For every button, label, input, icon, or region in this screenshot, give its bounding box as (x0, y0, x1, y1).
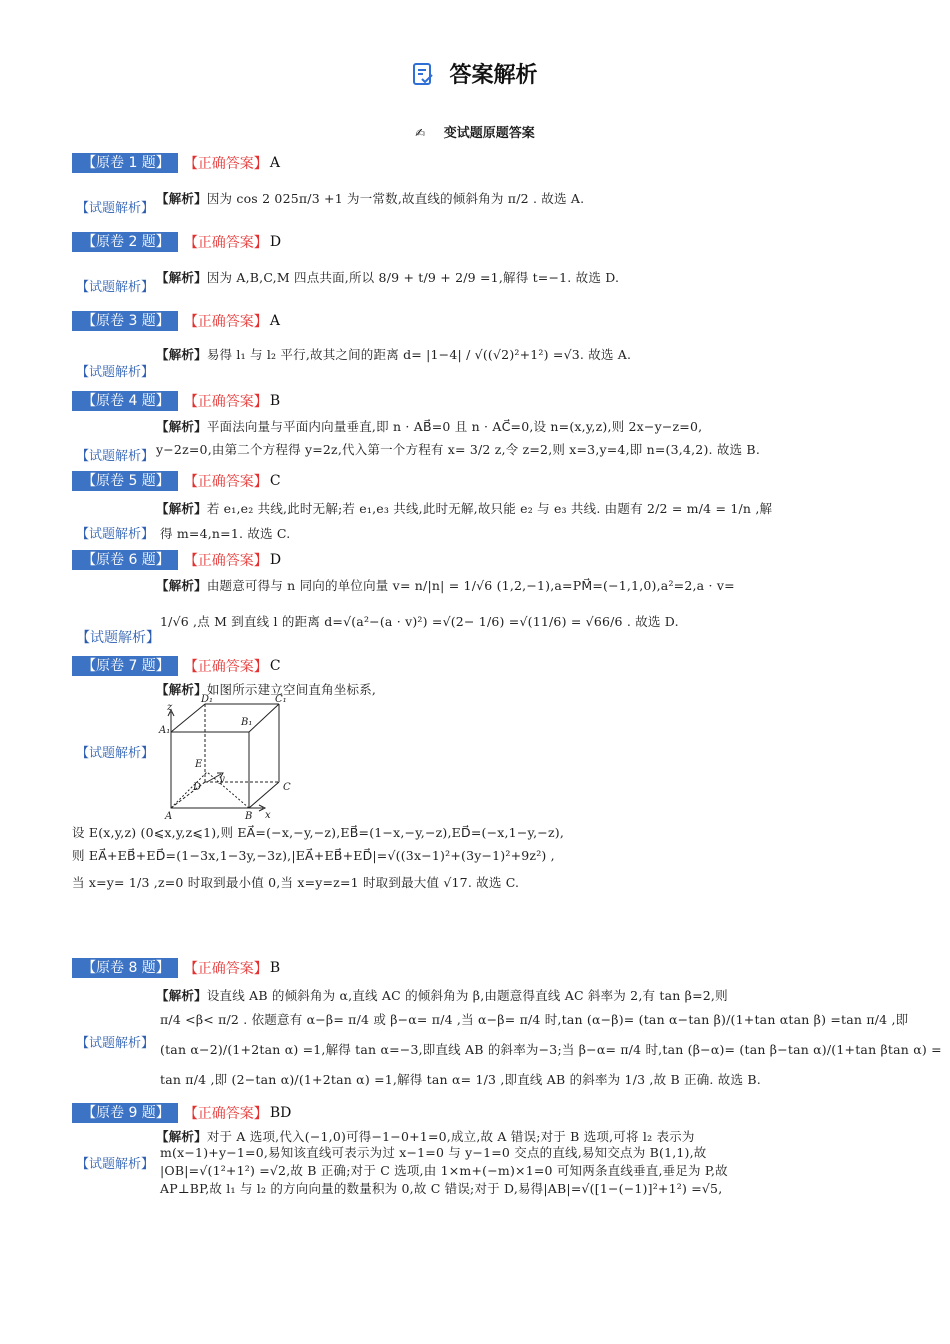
label-x: x (265, 810, 271, 820)
segment-ea (171, 772, 207, 808)
question-header-1 (72, 153, 280, 173)
correct-answer: D (269, 234, 282, 250)
label-b: B (245, 811, 253, 820)
cube-diagram (155, 694, 305, 820)
segment-eb (207, 772, 249, 808)
explanation-line: 【解析】若 e₁,e₂ 共线,此时无解;若 e₁,e₃ 共线,此时无解,故只能 e₂ 与 e₃ 共线. 由题有 2/2 = m/4 = 1/n ,解 (156, 501, 773, 516)
question-header-6 (72, 550, 281, 570)
explanation-tag: 【试题解析】 (76, 630, 160, 646)
question-header-7 (72, 656, 281, 676)
explanation-tag: 【试题解析】 (76, 1157, 155, 1172)
explanation-line: 【解析】平面法向量与平面内向量垂直,即 n · AB⃗=0 且 n · AC⃗=0,设 n=(x,y,z),则 2x−y−z=0, (156, 419, 703, 434)
correct-answer: BD (269, 1105, 292, 1121)
label-e: E (195, 759, 203, 770)
cube-edge (249, 704, 279, 732)
subtitle (0, 122, 950, 141)
correct-answer: D (269, 552, 282, 568)
explanation-line: 【解析】因为 A,B,C,M 四点共面,所以 8/9 + t/9 + 2/9 =1,解得 t=−1. 故选 D. (156, 270, 620, 285)
explanation-line: 【解析】易得 l₁ 与 l₂ 平行,故其之间的距离 d= |1−4| / √((√2)²+1²) =√3. 故选 A. (156, 347, 632, 362)
question-tag: 【原卷 3 题】 (72, 311, 178, 331)
explanation-line: 得 m=4,n=1. 故选 C. (160, 526, 291, 541)
label-a1: A₁ (159, 725, 171, 736)
label-z: z (167, 702, 173, 713)
explanation-line: π/4 <β< π/2 . 依题意有 α−β= π/4 或 β−α= π/4 ,当 α−β= π/4 时,tan (α−β)= (tan α−tan β)/(1+tan αtan β) =tan π/4 ,即 (160, 1012, 909, 1027)
correct-answer-label: 【正确答案】 (183, 659, 268, 675)
explanation-tag: 【试题解析】 (76, 746, 155, 761)
question-tag: 【原卷 7 题】 (72, 656, 178, 676)
explanation-line: y−2z=0,由第二个方程得 y=2z,代入第一个方程有 x= 3/2 z,令 z=2,则 x=3,y=4,即 n=(3,4,2). 故选 B. (156, 442, 760, 457)
explanation-line: 【解析】对于 A 选项,代入(−1,0)可得−1−0+1=0,成立,故 A 错误;对于 B 选项,可将 l₂ 表示为 (156, 1129, 695, 1144)
correct-answer: A (269, 155, 280, 171)
correct-answer-label: 【正确答案】 (183, 314, 268, 330)
cube-edge (249, 782, 279, 808)
correct-answer-label: 【正确答案】 (183, 235, 268, 251)
label-d: D (193, 782, 202, 793)
page-title (0, 58, 950, 89)
jiexi-label: 【解析】 (156, 191, 207, 206)
label-c1: C₁ (275, 694, 287, 705)
label-a: A (165, 811, 173, 820)
explanation-line: 【解析】因为 cos 2 025π/3 +1 为一常数,故直线的倾斜角为 π/2 . 故选 A. (156, 191, 585, 206)
explanation-line: 【解析】设直线 AB 的倾斜角为 α,直线 AC 的倾斜角为 β,由题意得直线 AC 斜率为 2,有 tan β=2,则 (156, 988, 728, 1003)
question-tag: 【原卷 9 题】 (72, 1103, 178, 1123)
label-y: y (219, 774, 225, 785)
correct-answer-label: 【正确答案】 (183, 553, 268, 569)
explanation-line: (tan α−2)/(1+2tan α) =1,解得 tan α=−3,即直线 AB 的斜率为−3;当 β−α= π/4 时,tan (β−α)= (tan β−tan α)/(1+tan βtan α) = (160, 1042, 942, 1057)
question-tag: 【原卷 5 题】 (72, 471, 178, 491)
explanation-line: m(x−1)+y−1=0,易知该直线可表示为过 x−1=0 与 y−1=0 交点的直线,易知交点为 B(1,1),故 (160, 1145, 707, 1160)
correct-answer-label: 【正确答案】 (183, 474, 268, 490)
pen-icon: ✍ (415, 126, 426, 140)
explanation-line: 1/√6 ,点 M 到直线 l 的距离 d=√(a²−(a · v)²) =√(2− 1/6) =√(11/6) = √66/6 . 故选 D. (160, 614, 679, 629)
correct-answer-label: 【正确答案】 (183, 394, 268, 410)
explanation-tag: 【试题解析】 (76, 1036, 155, 1051)
correct-answer-label: 【正确答案】 (183, 156, 268, 172)
explanation-line: 则 EA⃗+EB⃗+ED⃗=(1−3x,1−3y,−3z),|EA⃗+EB⃗+ED⃗|=√((3x−1)²+(3y−1)²+9z²) , (72, 848, 555, 863)
correct-answer: C (269, 658, 281, 674)
correct-answer-label: 【正确答案】 (183, 1106, 268, 1122)
explanation-tag: 【试题解析】 (76, 527, 155, 542)
question-tag: 【原卷 4 题】 (72, 391, 178, 411)
explanation-line: 设 E(x,y,z) (0⩽x,y,z⩽1),则 EA⃗=(−x,−y,−z),EB⃗=(1−x,−y,−z),ED⃗=(−x,1−y,−z), (72, 825, 564, 840)
question-header-4 (72, 391, 280, 411)
explanation-line: 【解析】如图所示建立空间直角坐标系, (156, 682, 377, 697)
question-header-5 (72, 471, 281, 491)
subtitle-text: 变试题原题答案 (443, 126, 535, 141)
label-d1: D₁ (201, 694, 214, 705)
explanation-line: 【解析】由题意可得与 n 同向的单位向量 v= n/|n| = 1/√6 (1,2,−1),a=PM⃗=(−1,1,0),a²=2,a · v= (156, 578, 735, 593)
explanation-tag: 【试题解析】 (76, 201, 155, 216)
correct-answer-label: 【正确答案】 (183, 961, 268, 977)
title-text: 答案解析 (449, 63, 538, 88)
explanation-tag: 【试题解析】 (76, 449, 155, 464)
correct-answer: B (269, 393, 281, 409)
question-header-2 (72, 232, 281, 252)
question-header-8 (72, 958, 280, 978)
correct-answer: A (269, 313, 280, 329)
explanation-line: tan π/4 ,即 (2−tan α)/(1+2tan α) =1,解得 tan α= 1/3 ,即直线 AB 的斜率为 1/3 ,故 B 正确. 故选 B. (160, 1072, 761, 1087)
correct-answer: C (269, 473, 281, 489)
question-tag: 【原卷 2 题】 (72, 232, 178, 252)
explanation-tag: 【试题解析】 (76, 365, 155, 380)
explanation-line: 当 x=y= 1/3 ,z=0 时取到最小值 0,当 x=y=z=1 时取到最大值 √17. 故选 C. (72, 875, 520, 890)
question-tag: 【原卷 1 题】 (72, 153, 178, 173)
correct-answer: B (269, 960, 281, 976)
question-tag: 【原卷 8 题】 (72, 958, 178, 978)
explanation-line: |OB|=√(1²+1²) =√2,故 B 正确;对于 C 选项,由 1×m+(−m)×1=0 可知两条直线垂直,垂足为 P,故 (160, 1163, 728, 1178)
explanation-tag: 【试题解析】 (76, 280, 155, 295)
label-b1: B₁ (241, 717, 253, 728)
explanation-line: AP⊥BP,故 l₁ 与 l₂ 的方向向量的数量积为 0,故 C 错误;对于 D,易得|AB|=√([1−(−1)]²+1²) =√5, (160, 1181, 723, 1196)
cube-edge (171, 704, 205, 732)
question-header-9 (72, 1103, 291, 1123)
label-c: C (283, 782, 291, 793)
question-tag: 【原卷 6 题】 (72, 550, 178, 570)
question-header-3 (72, 311, 280, 331)
document-check-icon (412, 62, 434, 86)
